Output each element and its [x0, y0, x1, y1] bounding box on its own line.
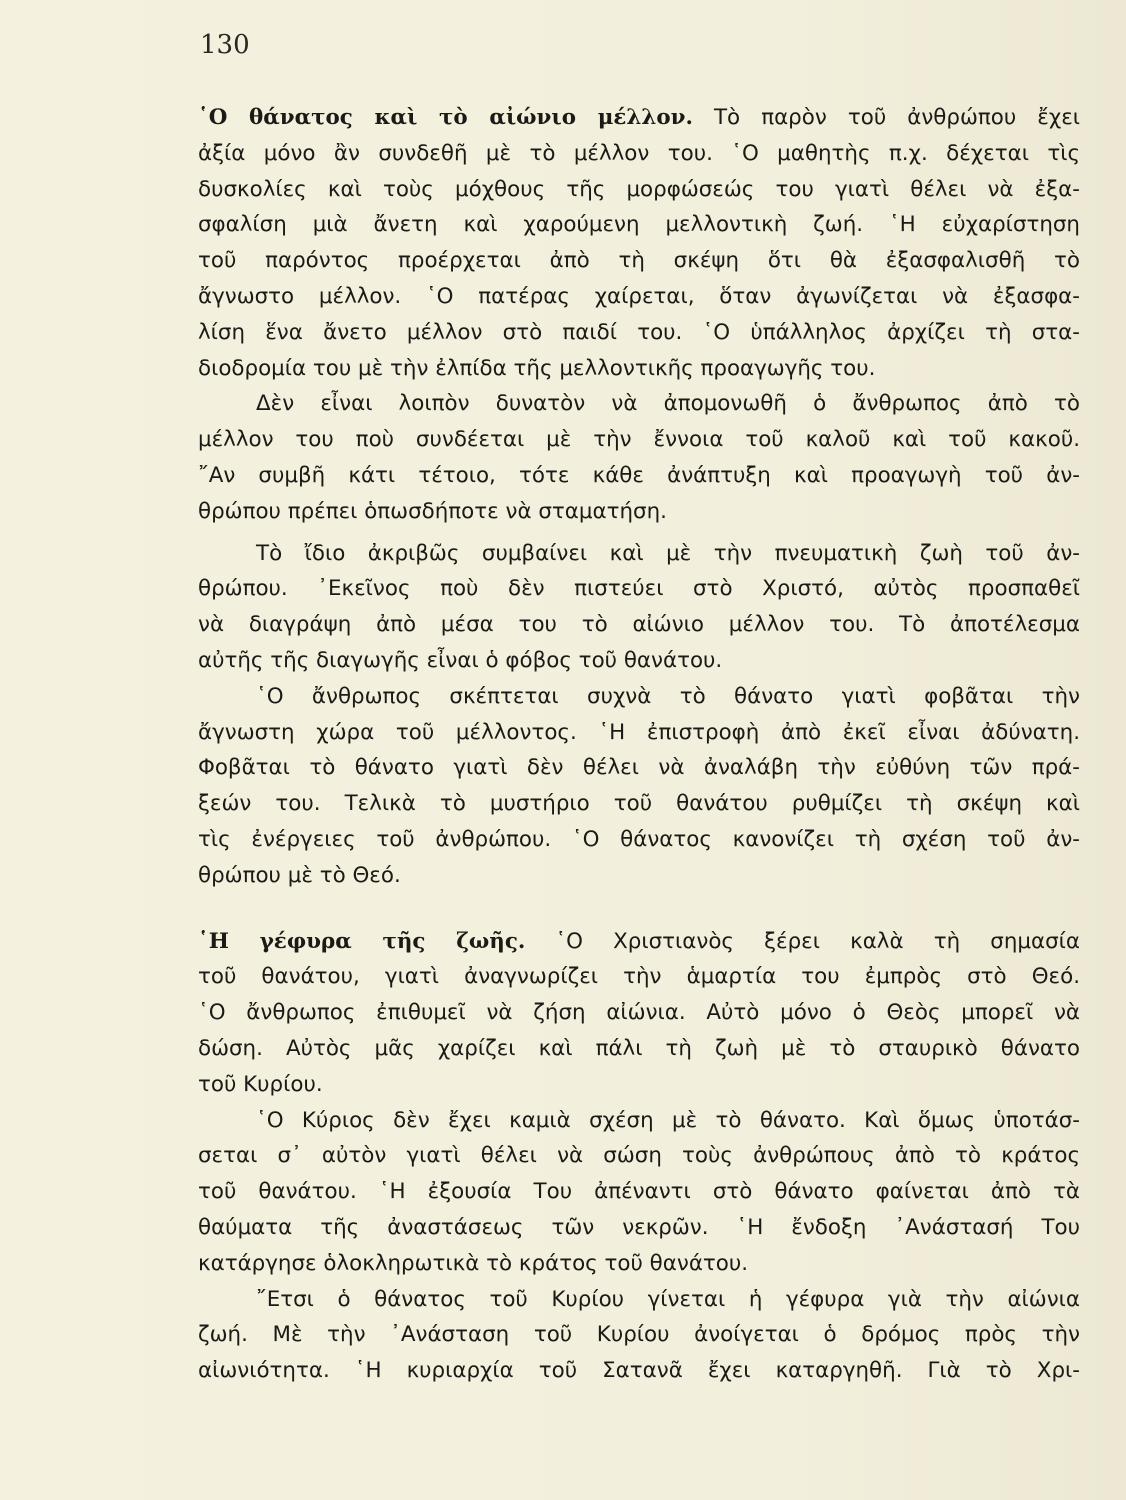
text-line: ἄγνωστη χώρα τοῦ μέλλοντος. ῾Η ἐπιστροφὴ ἀπὸ ἐκεῖ εἶναι ἀδύνατη.: [198, 719, 1080, 745]
paragraph: [198, 924, 1080, 1103]
text-line: Δὲν εἶναι λοιπὸν δυνατὸν νὰ ἀπομονωθῆ ὁ ἄνθρωπος ἀπὸ τὸ: [256, 391, 1080, 417]
text-line: λίση ἕνα ἄνετο μέλλον στὸ παιδί του. ῾Ο ὑπάλληλος ἀρχίζει τὴ στα-: [198, 319, 1080, 345]
body-text: [198, 100, 1080, 1389]
text-line: θρώπου μὲ τὸ Θεό.: [198, 862, 401, 888]
text-line: δυσκολίες καὶ τοὺς μόχθους τῆς μορφώσεώς του γιατὶ θέλει νὰ ἐξα-: [198, 176, 1080, 202]
text-line: τοῦ Κυρίου.: [198, 1071, 323, 1097]
text-line: τοῦ θανάτου. ῾Η ἐξουσία Του ἀπέναντι στὸ θάνατο φαίνεται ἀπὸ τὰ: [198, 1179, 1080, 1205]
text-line: Τὸ παρὸν τοῦ ἀνθρώπου ἔχει: [692, 105, 1080, 130]
text-line: ἄγνωστο μέλλον. ῾Ο πατέρας χαίρεται, ὅταν ἀγωνίζεται νὰ ἐξασφα-: [198, 283, 1080, 309]
text-line: τὶς ἐνέργειες τοῦ ἀνθρώπου. ῾Ο θάνατος κανονίζει τὴ σχέση τοῦ ἀν-: [198, 826, 1080, 852]
paragraph: [198, 386, 1080, 529]
section-death-and-eternal-future: [198, 100, 1080, 894]
text-line: ῾Ο Κύριος δὲν ἔχει καμιὰ σχέση μὲ τὸ θάνατο. Καὶ ὅμως ὑποτάσ-: [256, 1107, 1080, 1133]
text-line: ζωή. Μὲ τὴν ᾿Ανάσταση τοῦ Κυρίου ἀνοίγεται ὁ δρόμος πρὸς τὴν: [198, 1322, 1080, 1348]
page-number: 130: [200, 30, 250, 60]
text-line: αὐτῆς τῆς διαγωγῆς εἶναι ὁ φόβος τοῦ θανάτου.: [198, 647, 723, 673]
text-line: κατάργησε ὁλοκληρωτικὰ τὸ κράτος τοῦ θανάτου.: [198, 1250, 749, 1276]
paragraph: [198, 1282, 1080, 1389]
text-line: σφαλίση μιὰ ἄνετη καὶ χαρούμενη μελλοντικὴ ζωή. ῾Η εὐχαρίστηση: [198, 212, 1080, 238]
text-line: δώση. Αὐτὸς μᾶς χαρίζει καὶ πάλι τὴ ζωὴ μὲ τὸ σταυρικὸ θάνατο: [198, 1035, 1080, 1061]
paragraph: [198, 100, 1080, 386]
text-line: ῎Αν συμβῆ κάτι τέτοιο, τότε κάθε ἀνάπτυξη καὶ προαγωγὴ τοῦ ἀν-: [198, 462, 1080, 488]
paragraph: [198, 536, 1080, 679]
text-line: τοῦ παρόντος προέρχεται ἀπὸ τὴ σκέψη ὅτι θὰ ἐξασφαλισθῆ τὸ: [198, 248, 1080, 274]
section-heading: ῾Η γέφυρα τῆς ζωῆς.: [198, 928, 526, 954]
text-line: ῾Ο ἄνθρωπος σκέπτεται συχνὰ τὸ θάνατο γιατὶ φοβᾶται τὴν: [256, 683, 1080, 709]
text-line: τοῦ θανάτου, γιατὶ ἀναγνωρίζει τὴν ἁμαρτία του ἐμπρὸς στὸ Θεό.: [198, 964, 1080, 990]
paragraph: [198, 679, 1080, 894]
text-line: σεται σ᾿ αὐτὸν γιατὶ θέλει νὰ σώση τοὺς ἀνθρώπους ἀπὸ τὸ κράτος: [198, 1143, 1080, 1169]
paragraph: [198, 1103, 1080, 1282]
text-line: αἰωνιότητα. ῾Η κυριαρχία τοῦ Σατανᾶ ἔχει καταργηθῆ. Γιὰ τὸ Χρι-: [198, 1358, 1080, 1384]
section-heading: ῾Ο θάνατος καὶ τὸ αἰώνιο μέλλον.: [198, 105, 693, 130]
text-line: θρώπου. ᾿Εκεῖνος ποὺ δὲν πιστεύει στὸ Χριστό, αὐτὸς προσπαθεῖ: [198, 576, 1080, 602]
text-line: ξεών του. Τελικὰ τὸ μυστήριο τοῦ θανάτου ρυθμίζει τὴ σκέψη καὶ: [198, 791, 1080, 817]
text-line: ῾Ο Χριστιανὸς ξέρει καλὰ τὴ σημασία: [525, 928, 1080, 954]
text-line: ῎Ετσι ὁ θάνατος τοῦ Κυρίου γίνεται ἡ γέφυρα γιὰ τὴν αἰώνια: [256, 1286, 1080, 1312]
text-line: Τὸ ἴδιο ἀκριβῶς συμβαίνει καὶ μὲ τὴν πνευματικὴ ζωὴ τοῦ ἀν-: [256, 540, 1080, 566]
text-line: νὰ διαγράψη ἀπὸ μέσα του τὸ αἰώνιο μέλλον του. Τὸ ἀποτέλεσμα: [198, 612, 1080, 638]
text-line: μέλλον του ποὺ συνδέεται μὲ τὴν ἔννοια τοῦ καλοῦ καὶ τοῦ κακοῦ.: [198, 427, 1080, 453]
text-line: θρώπου πρέπει ὁπωσδήποτε νὰ σταματήση.: [198, 498, 667, 524]
text-line: Φοβᾶται τὸ θάνατο γιατὶ δὲν θέλει νὰ ἀναλάβη τὴν εὐθύνη τῶν πρά-: [198, 755, 1080, 781]
text-line: ῾Ο ἄνθρωπος ἐπιθυμεῖ νὰ ζήση αἰώνια. Αὐτὸ μόνο ὁ Θεὸς μπορεῖ νὰ: [198, 1000, 1080, 1026]
text-line: διοδρομία του μὲ τὴν ἐλπίδα τῆς μελλοντικῆς προαγωγῆς του.: [198, 355, 876, 381]
text-line: θαύματα τῆς ἀναστάσεως τῶν νεκρῶν. ῾Η ἔνδοξη ᾿Ανάστασή Του: [198, 1214, 1080, 1240]
text-line: ἀξία μόνο ἂν συνδεθῆ μὲ τὸ μέλλον του. ῾Ο μαθητὴς π.χ. δέχεται τὶς: [198, 140, 1080, 166]
section-bridge-of-life: [198, 924, 1080, 1389]
